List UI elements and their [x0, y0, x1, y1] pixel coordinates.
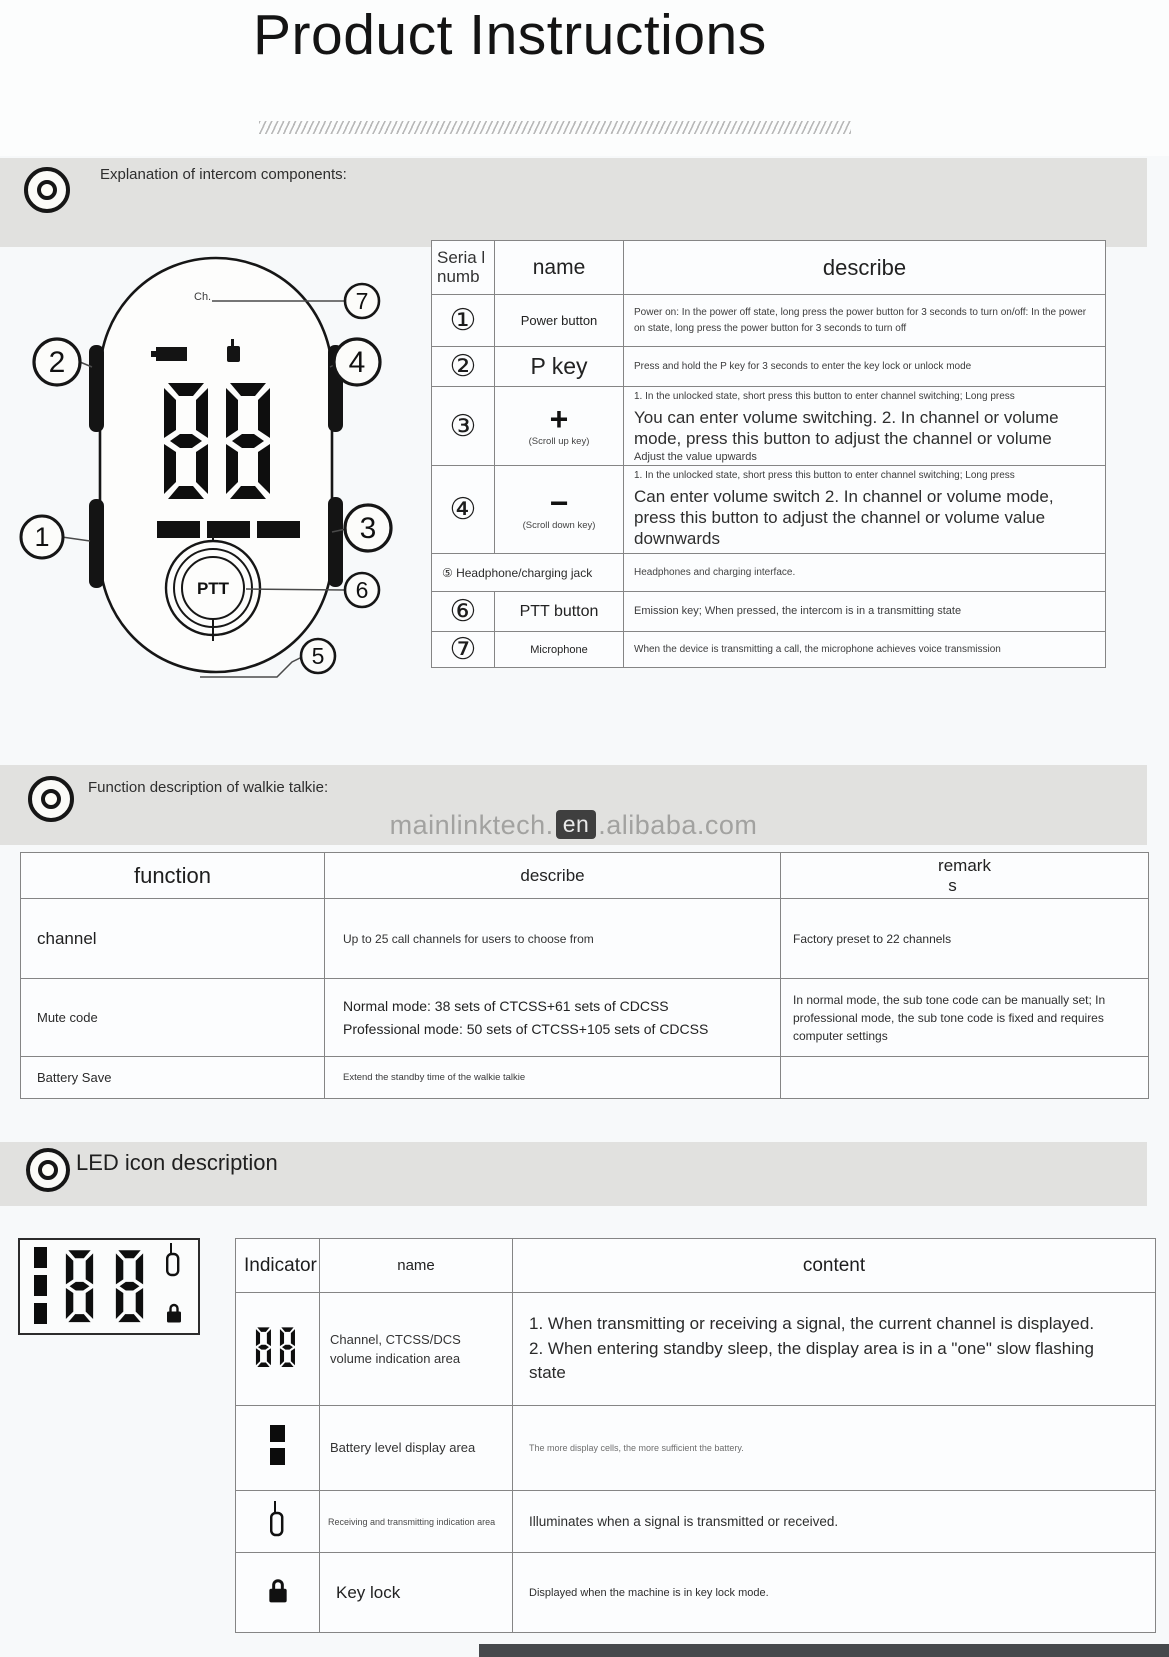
table-row — [236, 1239, 1156, 1293]
led-table — [235, 1238, 1156, 1633]
callout-2: 2 — [48, 346, 66, 379]
cell-name: Power button — [495, 295, 624, 347]
battery-bars — [34, 1247, 47, 1324]
cell-describe — [325, 979, 781, 1057]
describe-line1: Normal mode: 38 sets of CTCSS+61 sets of CDCSS — [343, 998, 669, 1015]
table-row — [432, 295, 1106, 347]
table-row — [432, 241, 1106, 295]
describe-large: You can enter volume switching. 2. In channel or volume mode, press this button to adjust the channel or volume — [634, 407, 1059, 448]
cell-name: Microphone — [495, 632, 624, 668]
section-heading-components: Explanation of intercom components: — [100, 166, 347, 183]
cell-content: Illuminates when a signal is transmitted or received. — [513, 1491, 1156, 1553]
cell-describe — [624, 466, 1106, 554]
side-button-lower-left — [89, 499, 104, 588]
callout-6: 6 — [355, 577, 369, 603]
header-name: name — [320, 1239, 513, 1293]
cell-name — [495, 466, 624, 554]
cell-remark: Factory preset to 22 channels — [781, 899, 1149, 979]
cell-serial: ⑥ — [432, 592, 495, 632]
cell-content: 1. When transmitting or receiving a signal, the current channel is displayed. 2. When entering standby sleep, the display area is in a "one" slow flashing state — [513, 1293, 1156, 1406]
header-content: content — [513, 1239, 1156, 1293]
bullet-circle-icon — [26, 1148, 70, 1192]
table-row — [21, 853, 1149, 899]
component-table — [431, 240, 1106, 668]
cell-content: Displayed when the machine is in key lock mode. — [513, 1553, 1156, 1633]
cell-remark: In normal mode, the sub tone code can be manually set; In professional mode, the sub tone code is fixed and requires computer settings — [781, 979, 1149, 1057]
header-name: name — [495, 241, 624, 295]
table-row — [236, 1406, 1156, 1491]
battery-cells-icon — [269, 1425, 287, 1467]
cell-indicator — [236, 1406, 320, 1491]
walkie-talkie-diagram — [0, 240, 430, 686]
scroll-up-caption: (Scroll up key) — [528, 435, 590, 447]
cell-content: The more display cells, the more sufficient the battery. — [513, 1406, 1156, 1491]
table-row — [432, 554, 1106, 592]
side-button-lower-right — [328, 497, 343, 587]
header-remarks-line2: s — [948, 875, 957, 895]
header-describe: describe — [624, 241, 1106, 295]
describe-small-2: Adjust the value upwards — [634, 451, 757, 463]
bullet-circle-icon — [24, 167, 70, 213]
cell-remark — [781, 1057, 1149, 1099]
scroll-down-caption: (Scroll down key) — [522, 519, 596, 531]
table-row — [432, 466, 1106, 554]
cell-serial: ② — [432, 347, 495, 387]
cell-name: P key — [495, 347, 624, 387]
cell-indicator — [236, 1491, 320, 1553]
watermark-badge: en — [556, 810, 597, 839]
table-row — [432, 592, 1106, 632]
lcd-display-figure — [18, 1238, 200, 1335]
cell-describe: Emission key; When pressed, the intercom is in a transmitting state — [634, 605, 962, 618]
describe-small: 1. In the unlocked state, short press this button to enter channel switching; Long press — [634, 391, 1015, 402]
table-row — [21, 899, 1149, 979]
cell-describe: Power on: In the power off state, long press the power button for 3 seconds to turn on/off: In the power on state, long press the power button for 3 seconds to turn off — [634, 307, 1087, 334]
cell-describe: Headphones and charging interface. — [634, 566, 796, 578]
battery-bars — [157, 521, 300, 538]
table-row — [432, 347, 1106, 387]
header-indicator: Indicator — [236, 1239, 320, 1293]
describe-line2: Professional mode: 50 sets of CTCSS+105 sets of CDCSS — [343, 1020, 709, 1037]
table-row — [236, 1293, 1156, 1406]
table-row — [432, 387, 1106, 466]
cell-name — [495, 387, 624, 466]
header-describe: describe — [325, 853, 781, 899]
cell-name: Battery level display area — [320, 1406, 513, 1491]
battery-icon — [156, 347, 187, 361]
cell-name: Key lock — [320, 1553, 513, 1633]
screen-channel-label: Ch. — [194, 291, 212, 303]
cell-indicator — [236, 1293, 320, 1406]
cell-indicator — [236, 1553, 320, 1633]
watermark-suffix: .alibaba.com — [598, 810, 758, 840]
describe-small: 1. In the unlocked state, short press this button to enter channel switching; Long press — [634, 470, 1015, 481]
cell-describe: Press and hold the P key for 3 seconds to enter the key lock or unlock mode — [634, 360, 972, 372]
callout-4: 4 — [348, 346, 366, 379]
table-row — [21, 1057, 1149, 1099]
table-row — [432, 632, 1106, 668]
segment-display-icon — [254, 1324, 302, 1370]
callout-3: 3 — [359, 512, 377, 545]
header-remarks-line1: remark — [938, 855, 991, 875]
antenna-icon — [270, 1501, 286, 1537]
function-table — [20, 852, 1149, 1099]
key-lock-icon — [268, 1577, 288, 1603]
header-remarks — [781, 853, 1149, 899]
callout-7: 7 — [355, 288, 369, 314]
signal-icon — [227, 346, 240, 362]
side-button-upper-left — [89, 345, 104, 432]
callout-1: 1 — [34, 522, 50, 552]
page-title: Product Instructions — [253, 3, 767, 67]
header-serial: Seria l numb — [432, 241, 495, 295]
scroll-up-symbol: + — [549, 401, 569, 438]
callout-5: 5 — [311, 643, 325, 669]
cell-name: PTT button — [495, 592, 624, 632]
cell-name: Receiving and transmitting indication area — [320, 1491, 513, 1553]
cell-function: Battery Save — [21, 1057, 325, 1099]
table-row — [21, 979, 1149, 1057]
ptt-label: PTT — [196, 579, 230, 598]
watermark — [0, 810, 1147, 841]
watermark-prefix: mainlinktech. — [389, 810, 554, 840]
scroll-down-symbol: − — [549, 484, 569, 521]
section-heading-functions: Function description of walkie talkie: — [88, 779, 329, 796]
section-heading-led: LED icon description — [76, 1150, 278, 1175]
hatch-divider — [259, 121, 851, 134]
bottom-scan-strip — [479, 1644, 1169, 1657]
table-row — [236, 1491, 1156, 1553]
cell-function: Mute code — [21, 979, 325, 1057]
signal-icon-stem — [231, 339, 234, 347]
cell-describe: Extend the standby time of the walkie talkie — [325, 1057, 781, 1099]
cell-describe: When the device is transmitting a call, the microphone achieves voice transmission — [634, 644, 1001, 655]
cell-function: channel — [21, 899, 325, 979]
cell-describe — [624, 387, 1106, 466]
cell-serial: ① — [432, 295, 495, 347]
cell-serial: ④ — [432, 466, 495, 554]
cell-serial: ⑦ — [432, 632, 495, 668]
table-row — [236, 1553, 1156, 1633]
cell-describe: Up to 25 call channels for users to choose from — [325, 899, 781, 979]
header-function: function — [21, 853, 325, 899]
describe-large: Can enter volume switch 2. In channel or volume mode, press this button to adjust the channel or volume value downwards — [634, 486, 1054, 548]
battery-icon-nub — [151, 351, 156, 357]
cell-serial-name-merged: ⑤ Headphone/charging jack — [432, 554, 624, 592]
cell-name: Channel, CTCSS/DCS volume indication area — [320, 1293, 513, 1406]
cell-serial: ③ — [432, 387, 495, 466]
